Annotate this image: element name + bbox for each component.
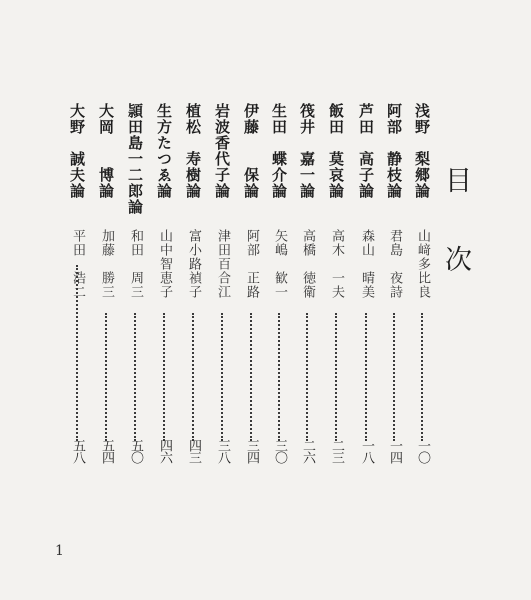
entry-page-number: 五八 xyxy=(70,439,85,463)
entry-subject: 芦田 高子論 xyxy=(357,103,375,199)
toc-entry xyxy=(327,103,345,463)
toc-entry xyxy=(213,103,231,463)
entry-page-number: 四三 xyxy=(186,439,201,463)
dot-leader xyxy=(163,313,165,441)
entry-subject: 浅野 梨郷論 xyxy=(413,103,431,199)
entry-author: 和田 周三 xyxy=(128,229,143,299)
toc-entry xyxy=(155,103,173,463)
entry-subject: 筏井 嘉一論 xyxy=(298,103,316,199)
dot-leader xyxy=(365,313,367,441)
toc-entry xyxy=(357,103,375,463)
entry-page-number: 二六 xyxy=(300,439,315,463)
entry-subject: 頴田島一二郎論 xyxy=(126,103,144,215)
dot-leader xyxy=(250,313,252,441)
entry-page-number: 五四 xyxy=(99,439,114,463)
entry-author: 津田百合江 xyxy=(215,229,230,299)
entry-subject: 生田 蝶介論 xyxy=(270,103,288,199)
dot-leader xyxy=(221,313,223,441)
entry-subject: 植松 寿樹論 xyxy=(184,103,202,199)
dot-leader xyxy=(105,313,107,441)
dot-leader xyxy=(134,313,136,441)
entry-author: 富小路禎子 xyxy=(186,229,201,299)
entry-page-number: 一〇 xyxy=(415,439,430,463)
toc-entry xyxy=(242,103,260,463)
entry-author: 森山 晴美 xyxy=(359,229,374,299)
entry-author: 高木 一夫 xyxy=(329,229,344,299)
dot-leader xyxy=(393,313,395,441)
entry-subject: 飯田 莫哀論 xyxy=(327,103,345,199)
entry-author: 加藤 勝三 xyxy=(99,229,114,299)
entry-subject: 生方たつゑ論 xyxy=(155,103,173,199)
dot-leader xyxy=(76,265,78,441)
entry-page-number: 三〇 xyxy=(272,439,287,463)
toc-entry xyxy=(413,103,431,463)
entry-page-number: 三八 xyxy=(215,439,230,463)
dot-leader xyxy=(278,313,280,441)
dot-leader xyxy=(192,313,194,441)
dot-leader xyxy=(421,313,423,441)
page-number: 1 xyxy=(55,543,64,559)
toc-entry xyxy=(126,103,144,463)
entry-page-number: 二三 xyxy=(329,439,344,463)
entry-author: 矢嶋 歓一 xyxy=(272,229,287,299)
toc-entry xyxy=(298,103,316,463)
toc-heading: 目次 xyxy=(440,166,471,324)
dot-leader xyxy=(306,313,308,441)
entry-subject: 大野 誠夫論 xyxy=(68,103,86,199)
entry-author: 高橋 徳衛 xyxy=(300,229,315,299)
entry-page-number: 三四 xyxy=(244,439,259,463)
toc-entry xyxy=(385,103,403,463)
entry-page-number: 一八 xyxy=(359,439,374,463)
entry-subject: 伊藤 保論 xyxy=(242,103,260,199)
entry-subject: 大岡 博論 xyxy=(97,103,115,199)
entry-subject: 阿部 静枝論 xyxy=(385,103,403,199)
entry-page-number: 一四 xyxy=(387,439,402,463)
entry-page-number: 五〇 xyxy=(128,439,143,463)
entry-author: 君島 夜詩 xyxy=(387,229,402,299)
dot-leader xyxy=(335,313,337,441)
toc-entry xyxy=(184,103,202,463)
entry-author: 阿部 正路 xyxy=(244,229,259,299)
entry-author: 山﨑多比良 xyxy=(415,229,430,299)
toc-entry xyxy=(270,103,288,463)
entry-author: 山中智恵子 xyxy=(157,229,172,299)
entry-author: 平田 浩二 xyxy=(70,229,85,299)
toc-entry xyxy=(97,103,115,463)
entry-page-number: 四六 xyxy=(157,439,172,463)
toc-entry xyxy=(68,103,86,463)
entry-subject: 岩波香代子論 xyxy=(213,103,231,199)
